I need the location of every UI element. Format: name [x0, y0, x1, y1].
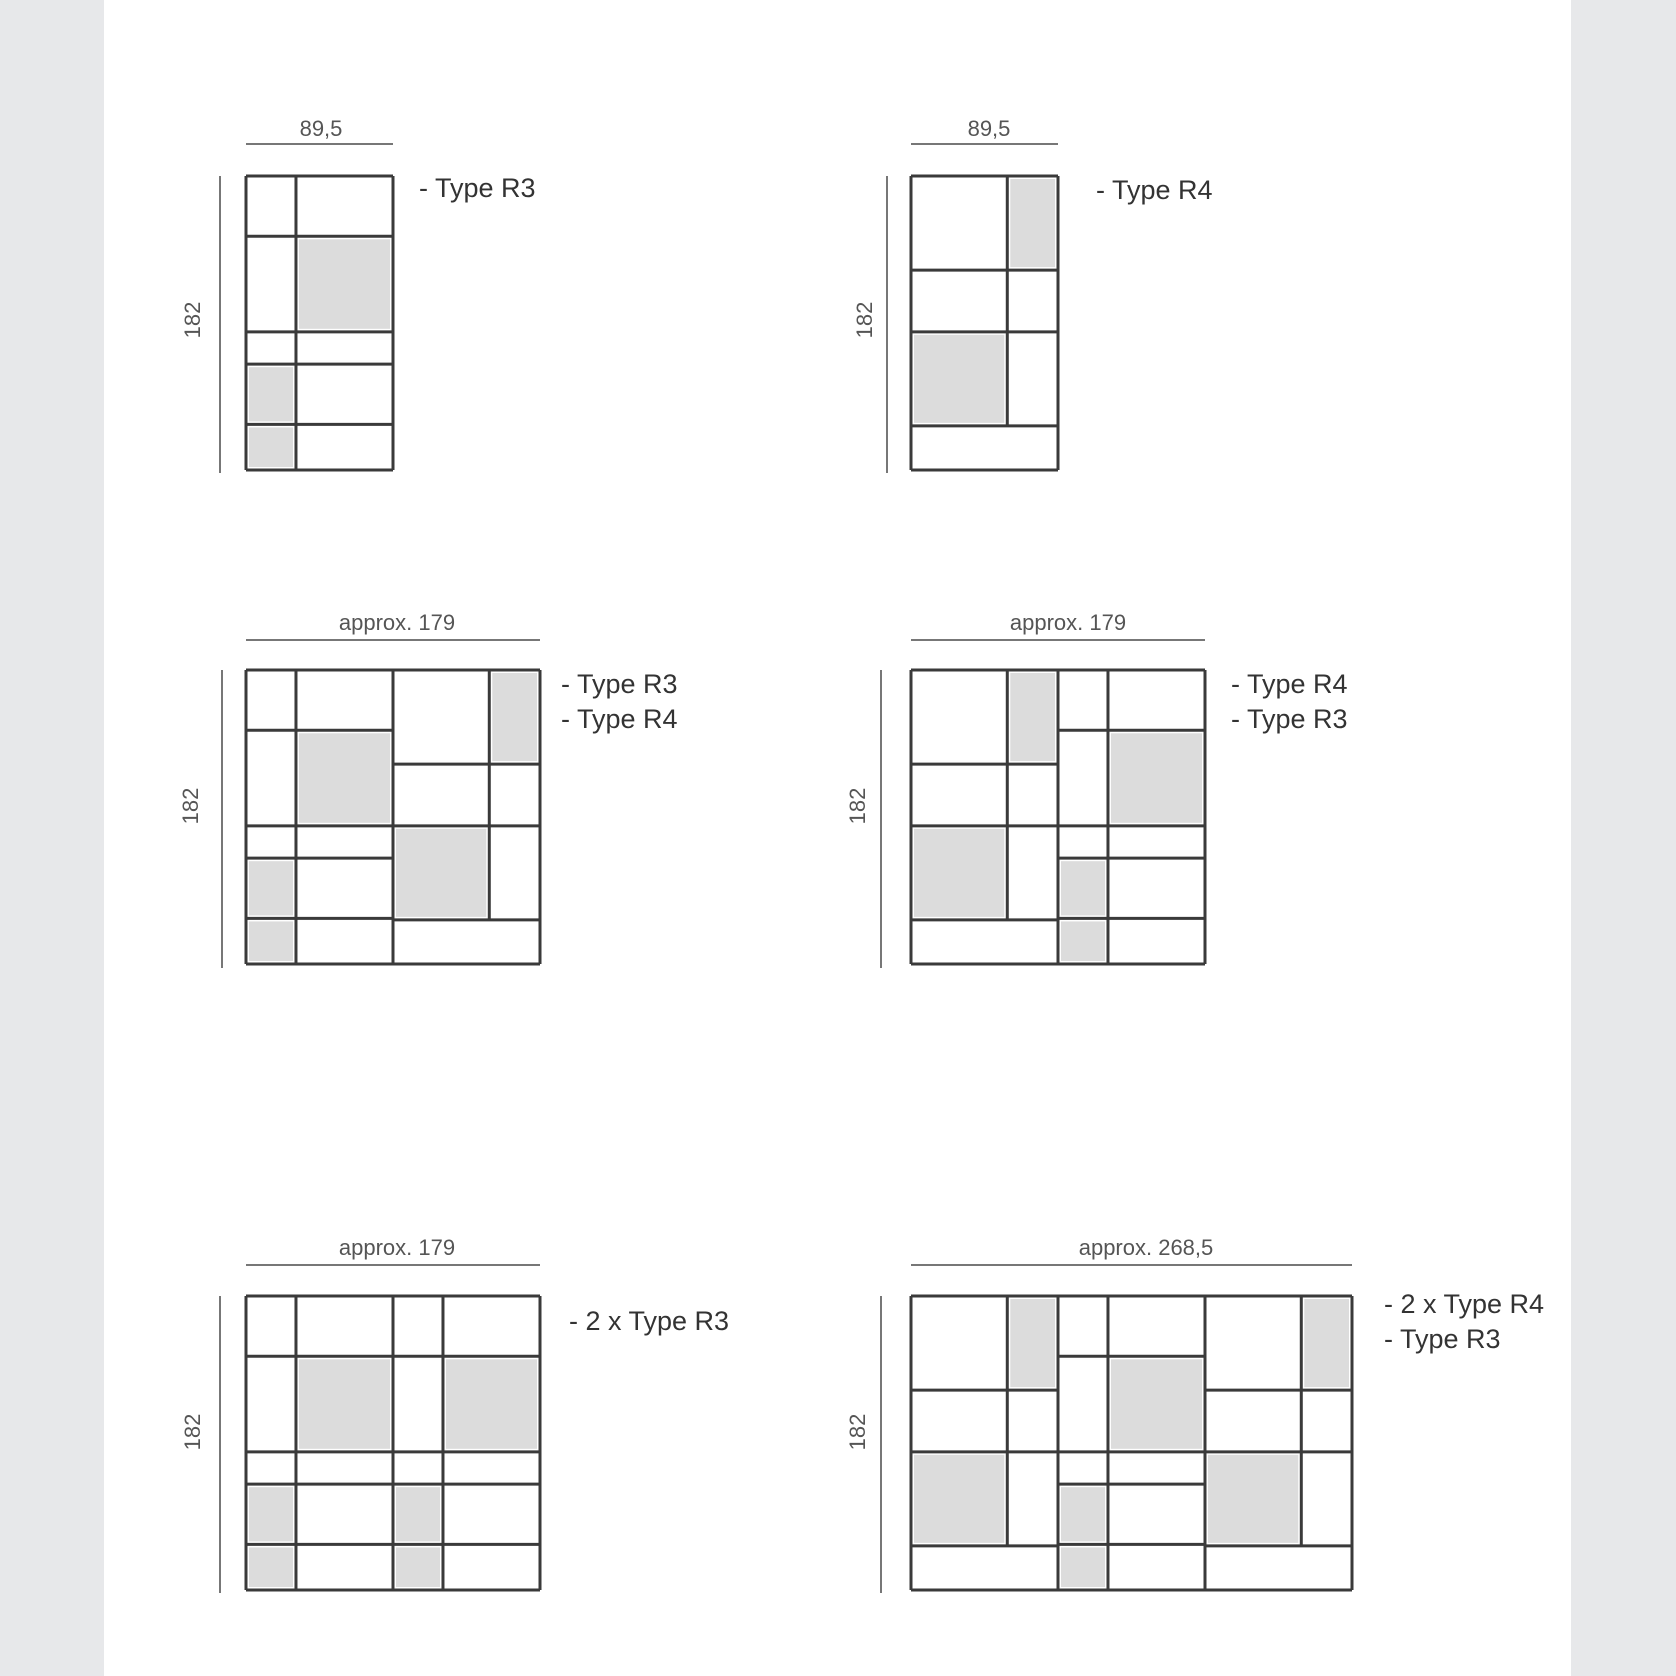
grey-compartment: [1208, 1455, 1298, 1543]
grey-compartment: [1111, 1359, 1202, 1449]
grey-compartment: [492, 673, 537, 761]
shelf-r4: [911, 670, 1058, 964]
grey-compartment: [446, 1359, 537, 1449]
height-label: 182: [852, 301, 877, 339]
shelf-r4: [911, 176, 1058, 470]
grey-compartment: [1061, 921, 1105, 961]
grey-compartment: [299, 1359, 390, 1449]
shelf-r3: [246, 670, 393, 964]
grey-compartment: [914, 335, 1004, 423]
shelf-r4: [393, 670, 540, 964]
grey-compartment: [1010, 1299, 1055, 1387]
width-label: approx. 179: [338, 1235, 456, 1260]
shelf-r3-a: [246, 1296, 393, 1590]
grey-compartment: [1010, 179, 1055, 267]
shelf-r3: [246, 176, 393, 470]
shelf-r4-a: [911, 1296, 1058, 1590]
shelf-r4-b: [1205, 1296, 1352, 1590]
grey-compartment: [249, 427, 293, 467]
type-label-2: - Type R4: [561, 704, 678, 734]
grey-compartment: [1304, 1299, 1349, 1387]
height-label: 182: [180, 1413, 205, 1451]
type-label-2: - Type R3: [1384, 1324, 1501, 1354]
grey-compartment: [249, 921, 293, 961]
grey-compartment: [1061, 861, 1105, 915]
type-label-1: - Type R4: [1231, 669, 1348, 699]
type-label-2: - Type R3: [1231, 704, 1348, 734]
width-label: approx. 179: [1009, 610, 1127, 635]
grey-compartment: [914, 1455, 1004, 1543]
type-label: - 2 x Type R3: [569, 1306, 730, 1336]
grey-compartment: [1111, 733, 1202, 823]
grey-compartment: [914, 829, 1004, 917]
config-r3-single: [180, 116, 536, 473]
grey-compartment: [396, 829, 486, 917]
type-label: - Type R4: [1096, 175, 1213, 205]
config-r3-r3: [180, 1235, 729, 1593]
grey-compartment: [1061, 1487, 1105, 1541]
grey-compartment: [396, 1487, 440, 1541]
config-r4-r3: [845, 610, 1348, 968]
config-r4-r3-r4: [845, 1235, 1544, 1593]
grey-compartment: [299, 733, 390, 823]
grey-compartment: [249, 367, 293, 421]
width-label: approx. 179: [338, 610, 456, 635]
shelf-r3-b: [393, 1296, 540, 1590]
config-r3-r4: [178, 610, 678, 968]
grey-compartment: [249, 1547, 293, 1587]
width-label: 89,5: [967, 116, 1011, 141]
shelf-r3: [1058, 1296, 1205, 1590]
grey-compartment: [249, 1487, 293, 1541]
grey-compartment: [1061, 1547, 1105, 1587]
grey-compartment: [1010, 673, 1055, 761]
height-label: 182: [178, 787, 203, 825]
height-label: 182: [845, 787, 870, 825]
drawing-sheet: [104, 0, 1571, 1676]
type-label-1: - 2 x Type R4: [1384, 1289, 1545, 1319]
shelf-r3: [1058, 670, 1205, 964]
width-label: 89,5: [299, 116, 343, 141]
height-label: 182: [180, 301, 205, 339]
type-label-1: - Type R3: [561, 669, 678, 699]
grey-compartment: [249, 861, 293, 915]
grey-compartment: [396, 1547, 440, 1587]
width-label: approx. 268,5: [1078, 1235, 1214, 1260]
height-label: 182: [845, 1413, 870, 1451]
config-r4-single: [852, 116, 1213, 473]
type-label: - Type R3: [419, 173, 536, 203]
shelf-configuration-drawing: [104, 0, 1571, 1676]
grey-compartment: [299, 239, 390, 329]
